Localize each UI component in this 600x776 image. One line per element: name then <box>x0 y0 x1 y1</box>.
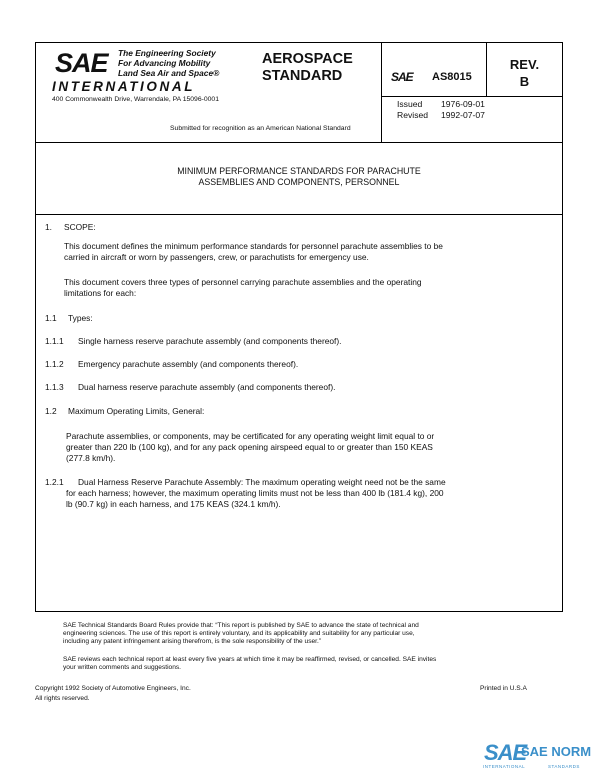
scope-paragraph-2 <box>64 277 422 299</box>
revision <box>486 56 563 90</box>
address: 400 Commonwealth Drive, Warrendale, PA 15096-0001 <box>52 96 219 103</box>
doc-type <box>262 51 353 85</box>
tagline <box>118 48 219 78</box>
text-line: greater than 220 lb (100 kg), and for any pack opening airspeed equal to or greater than 150 KEAS <box>66 442 433 452</box>
text-line: Dual Harness Reserve Parachute Assembly: The maximum operating weight need not be the same <box>78 477 446 487</box>
text-line: including any patent infringement arising therefrom, is the sole responsibility of the user.” <box>63 638 322 645</box>
section-1-1-3-text: Dual harness reserve parachute assembly (and components thereof). <box>78 382 336 392</box>
text-line: for each harness; however, the maximum operating limits must not be less than 400 lb (181.4 kg), 200 <box>66 488 444 498</box>
title-line-2: ASSEMBLIES AND COMPONENTS, PERSONNEL <box>198 177 400 187</box>
scope-paragraph-1 <box>64 241 443 263</box>
watermark-standards: STANDARDS <box>548 764 580 769</box>
header-vline-1 <box>381 42 382 96</box>
watermark-international: INTERNATIONAL <box>483 764 526 769</box>
text-line: carried in aircraft or worn by passengers, crew, or parachutists for emergency use. <box>64 252 369 262</box>
text-line: SAE Technical Standards Board Rules provide that: “This report is published by SAE to advance the state of technical and <box>63 622 419 629</box>
text-line: Copyright 1992 Society of Automotive Engineers, Inc. <box>35 685 191 692</box>
document-title <box>35 166 563 188</box>
header-divider <box>35 142 563 143</box>
section-1-2-paragraph <box>66 431 434 464</box>
section-1-1-1-text: Single harness reserve parachute assembly (and components thereof). <box>78 336 342 346</box>
sae-logo: SAE <box>55 48 108 78</box>
dates <box>397 99 485 121</box>
section-1-1-num: 1.1 <box>45 313 57 323</box>
text-line: All rights reserved. <box>35 695 90 702</box>
issued-date: 1976-09-01 <box>441 99 485 109</box>
copyright <box>35 684 191 704</box>
text-line: lb (90.7 kg) in each harness, and 175 KEAS (324.1 km/h). <box>66 499 281 509</box>
recognition-note: Submitted for recognition as an American National Standard <box>170 125 351 132</box>
section-1-2-num: 1.2 <box>45 406 57 416</box>
title-line-1: MINIMUM PERFORMANCE STANDARDS FOR PARACHUTE <box>177 166 421 176</box>
text-line: your written comments and suggestions. <box>63 664 182 671</box>
scope-heading: SCOPE: <box>64 222 96 232</box>
tagline-line-2: For Advancing Mobility <box>118 58 211 68</box>
revised-label: Revised <box>397 110 429 120</box>
sae-small-logo: SAE <box>391 70 413 84</box>
board-rules-note <box>63 622 419 646</box>
text-line: engineering sciences. The use of this report is entirely voluntary, and its applicability and suitability for any particular use, <box>63 630 415 637</box>
watermark-sae-logo: SAE <box>484 740 527 765</box>
rev-value: B <box>519 74 530 89</box>
section-1-1-3-num: 1.1.3 <box>45 382 64 392</box>
text-line: SAE reviews each technical report at least every five years at which time it may be reaffirmed, revised, or cancelled. SAE invites <box>63 656 437 663</box>
doc-number: AS8015 <box>432 71 472 83</box>
doc-type-line-2: STANDARD <box>262 68 343 84</box>
section-1-2-1-num: 1.2.1 <box>45 477 64 487</box>
printed-in: Printed in U.S.A <box>480 685 527 692</box>
doc-type-line-1: AEROSPACE <box>262 51 353 67</box>
tagline-line-3: Land Sea Air and Space® <box>118 68 220 78</box>
tagline-line-1: The Engineering Society <box>118 48 216 58</box>
text-line: (277.8 km/h). <box>66 453 116 463</box>
scope-num: 1. <box>45 222 52 232</box>
section-1-1-1-num: 1.1.1 <box>45 336 64 346</box>
review-note <box>63 656 436 672</box>
header-vline-dates <box>381 96 382 142</box>
text-line: This document defines the minimum performance standards for personnel parachute assemblies to be <box>64 241 443 251</box>
revised-date: 1992-07-07 <box>441 110 485 120</box>
header-hline-docnum <box>381 96 563 97</box>
section-1-2-title: Maximum Operating Limits, General: <box>68 406 205 416</box>
text-line: limitations for each: <box>64 288 137 298</box>
section-1-2-1-paragraph <box>66 477 446 510</box>
section-1-1-2-text: Emergency parachute assembly (and components thereof). <box>78 359 299 369</box>
section-1-1-2-num: 1.1.2 <box>45 359 64 369</box>
text-line: Parachute assemblies, or components, may be certificated for any operating weight limit equal to or <box>66 431 435 441</box>
text-line: This document covers three types of personnel carrying parachute assemblies and the operating <box>64 277 422 287</box>
rev-label: REV. <box>509 57 540 72</box>
title-divider <box>35 214 563 215</box>
international-label: INTERNATIONAL <box>52 79 196 94</box>
section-1-1-title: Types: <box>68 313 93 323</box>
watermark-sae-norm: SAE NORM <box>521 744 592 759</box>
issued-label: Issued <box>397 99 423 109</box>
